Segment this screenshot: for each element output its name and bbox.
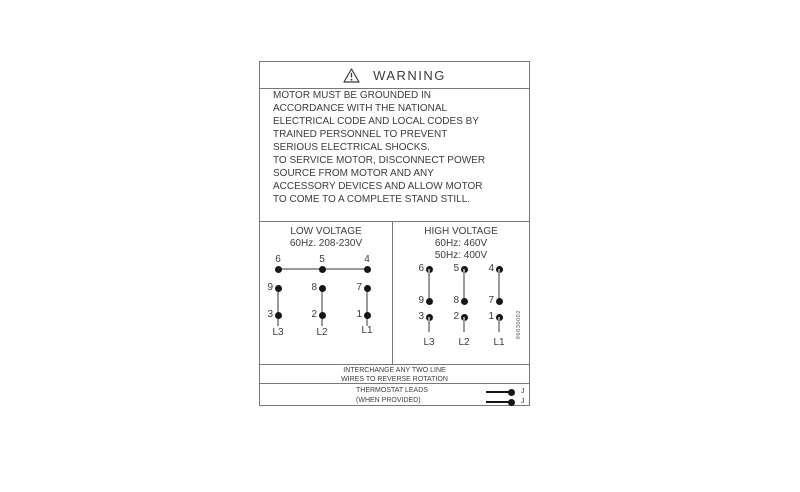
motor-warning-label [259, 61, 530, 406]
low-voltage-subtitle: 60Hz. 208-230V [289, 238, 363, 249]
wire-line [463, 317, 465, 332]
terminal-dot [275, 285, 282, 292]
lead-label: J [521, 388, 525, 395]
low-voltage-title: LOW VOLTAGE [290, 226, 362, 237]
terminal-number: 6 [418, 263, 424, 274]
warning-body-text [273, 89, 494, 206]
rotation-note-line2: WIRES TO REVERSE ROTATION [341, 375, 448, 383]
terminal-number: 7 [356, 282, 362, 293]
terminal-dot [275, 266, 282, 273]
thermostat-lead-symbol [486, 387, 525, 397]
warning-triangle-icon [343, 68, 360, 83]
line-label: L3 [272, 327, 284, 338]
low-voltage-panel [260, 222, 393, 365]
terminal-dot [426, 298, 433, 305]
terminal-number: 5 [453, 263, 459, 274]
terminal-number: 2 [311, 309, 317, 320]
thermostat-note [260, 383, 529, 405]
part-number-vertical: 96830002 [516, 310, 522, 340]
terminal-dot [364, 312, 371, 319]
lead-terminal-dot [508, 389, 515, 396]
wire-line [277, 288, 279, 326]
high-voltage-subtitle-60hz: 60Hz: 460V [434, 238, 488, 249]
wire-line [463, 269, 465, 301]
wire-line [428, 317, 430, 332]
terminal-number: 1 [488, 311, 494, 322]
line-label: L1 [493, 337, 505, 348]
terminal-number: 9 [418, 295, 424, 306]
terminal-number: 6 [275, 254, 281, 265]
wire-line [321, 288, 323, 326]
high-voltage-subtitle-50hz: 50Hz: 400V [434, 250, 488, 261]
grounding-paragraph: MOTOR MUST BE GROUNDED IN ACCORDANCE WITH THE NATIONAL ELECTRICAL CODE AND LOCAL CODES BY TRAINED PERSONNEL TO PREVENT SERIOUS ELECTRICAL SHOCKS. [273, 90, 479, 153]
terminal-dot [364, 266, 371, 273]
wire-line [366, 288, 368, 326]
terminal-dot [275, 312, 282, 319]
high-voltage-panel [393, 222, 529, 365]
terminal-number: 1 [356, 309, 362, 320]
terminal-number: 4 [364, 254, 370, 265]
terminal-dot [461, 298, 468, 305]
wire-line [428, 269, 430, 301]
lead-wire [486, 391, 510, 393]
terminal-dot [364, 285, 371, 292]
terminal-dot [319, 285, 326, 292]
terminal-number: 7 [488, 295, 494, 306]
service-paragraph: TO SERVICE MOTOR, DISCONNECT POWER SOURCE FROM MOTOR AND ANY ACCESSORY DEVICES AND ALLOW MOTOR TO COME TO A COMPLETE STAND STILL. [273, 155, 486, 205]
terminal-number: 9 [267, 282, 273, 293]
lead-terminal-dot [508, 399, 515, 406]
warning-header [260, 62, 529, 89]
line-label: L2 [316, 327, 328, 338]
lead-label: J [521, 398, 525, 405]
terminal-number: 3 [267, 309, 273, 320]
thermostat-lead-symbol [486, 397, 525, 407]
high-voltage-title: HIGH VOLTAGE [424, 226, 498, 237]
terminal-number: 2 [453, 311, 459, 322]
warning-title: WARNING [373, 67, 446, 83]
line-label: L1 [361, 325, 373, 336]
voltage-section [260, 221, 529, 365]
terminal-number: 3 [418, 311, 424, 322]
thermostat-note-line1: THERMOSTAT LEADS [356, 387, 428, 394]
line-label: L3 [423, 337, 435, 348]
lead-wire [486, 401, 510, 403]
terminal-number: 5 [319, 254, 325, 265]
terminal-number: 8 [311, 282, 317, 293]
rotation-note [260, 364, 529, 383]
line-label: L2 [458, 337, 470, 348]
terminal-dot [496, 298, 503, 305]
wire-line [498, 317, 500, 332]
terminal-number: 4 [488, 263, 494, 274]
rotation-note-line1: INTERCHANGE ANY TWO LINE [343, 367, 446, 374]
thermostat-note-line2: (WHEN PROVIDED) [356, 397, 421, 404]
terminal-dot [319, 312, 326, 319]
terminal-dot [319, 266, 326, 273]
wire-line [498, 269, 500, 301]
terminal-number: 8 [453, 295, 459, 306]
